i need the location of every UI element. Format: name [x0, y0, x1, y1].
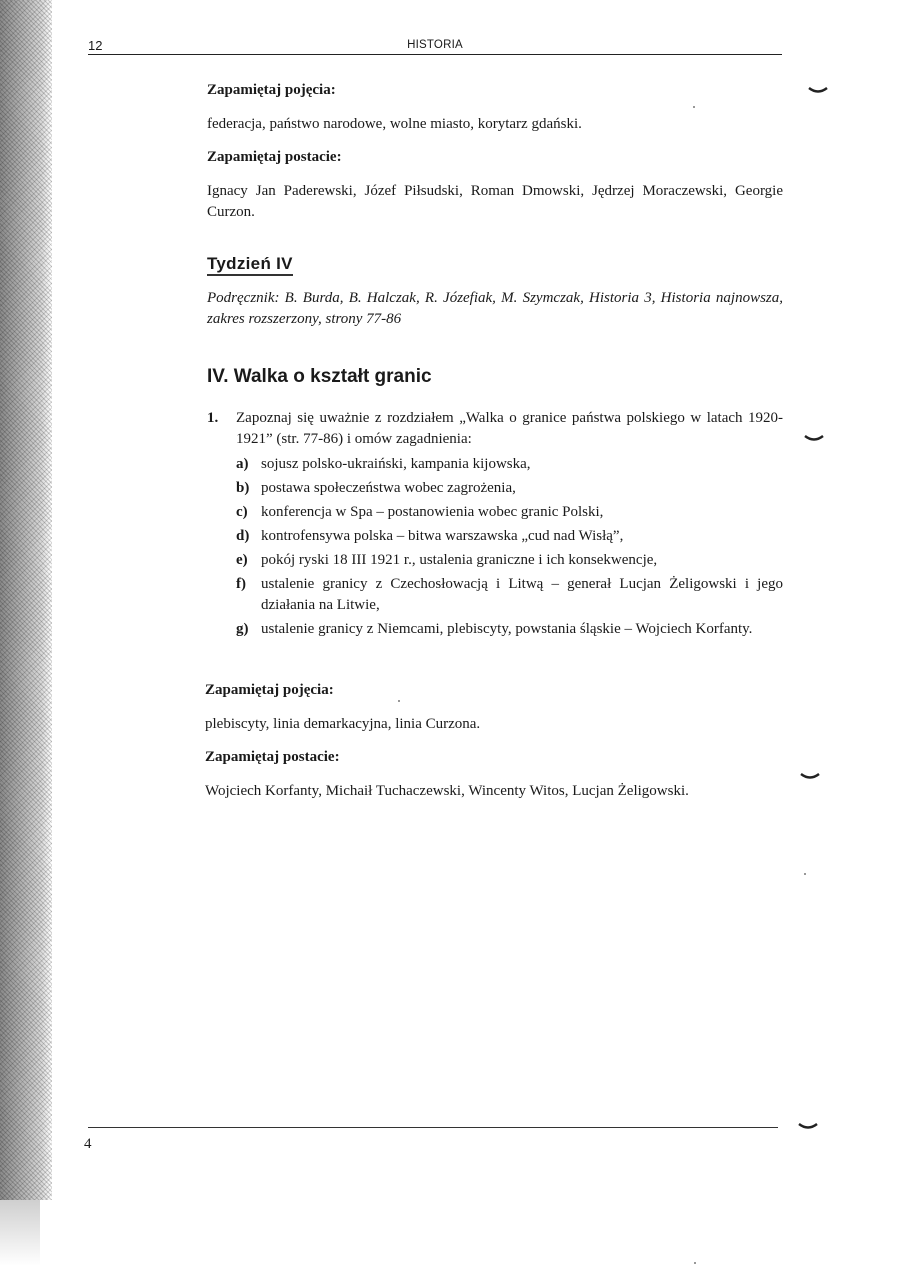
subitem-letter: e)	[236, 552, 248, 568]
subitem-text: ustalenie granicy z Niemcami, plebiscyty, powstania śląskie – Wojciech Korfanty.	[261, 621, 753, 637]
task-text: Zapoznaj się uważnie z rozdziałem „Walka o granice państwa polskiego w latach 1920-1921” (str. 77-86) i omów zagadnienia:	[236, 410, 783, 447]
scan-speck	[694, 1262, 696, 1264]
binding-mark-icon	[808, 86, 828, 96]
scan-speck	[398, 700, 400, 702]
header-title: HISTORIA	[407, 39, 463, 51]
subitem-letter: d)	[236, 528, 250, 544]
subitem-text: konferencja w Spa – postanowienia wobec granic Polski,	[261, 504, 604, 520]
concepts-text-1: federacja, państwo narodowe, wolne miasto, korytarz gdański.	[207, 116, 582, 132]
header-page-number: 12	[88, 38, 103, 53]
scanned-binding-edge	[0, 0, 52, 1200]
task-subitem	[236, 574, 783, 616]
subitem-text: postawa społeczeństwa wobec zagrożenia,	[261, 480, 516, 496]
chapter-title: IV. Walka o kształt granic	[207, 366, 432, 387]
scan-speck	[804, 873, 806, 875]
binding-mark-icon	[800, 772, 820, 782]
concepts-heading-2: Zapamiętaj pojęcia:	[205, 682, 334, 698]
people-heading-2: Zapamiętaj postacie:	[205, 749, 340, 765]
people-text-1: Ignacy Jan Paderewski, Józef Piłsudski, Roman Dmowski, Jędrzej Moraczewski, Georgie Curzon.	[207, 183, 783, 220]
subitem-letter: g)	[236, 621, 249, 637]
main-content	[207, 80, 783, 644]
subitem-text: pokój ryski 18 III 1921 r., ustalenia graniczne i ich konsekwencje,	[261, 552, 658, 568]
subitem-text: sojusz polsko-ukraiński, kampania kijowska,	[261, 456, 531, 472]
summary-content	[205, 680, 785, 814]
task-subitem	[236, 550, 783, 571]
subitem-letter: f)	[236, 576, 246, 592]
binding-mark-icon	[804, 434, 824, 444]
task-number: 1.	[207, 410, 219, 426]
week-title: Tydzień IV	[207, 253, 293, 276]
subitem-text: ustalenie granicy z Czechosłowacją i Litwą – generał Lucjan Żeligowski i jego działania na Litwie,	[261, 576, 783, 613]
subitem-letter: a)	[236, 456, 249, 472]
footer-page-number: 4	[84, 1136, 92, 1152]
task-subitem	[236, 478, 783, 499]
task-subitem	[236, 619, 783, 640]
task-subitems	[236, 454, 783, 640]
scan-speck	[693, 106, 695, 108]
people-text-2: Wojciech Korfanty, Michaił Tuchaczewski, Wincenty Witos, Lucjan Żeligowski.	[205, 783, 689, 799]
concepts-text-2: plebiscyty, linia demarkacyjna, linia Curzona.	[205, 716, 481, 732]
footer-rule	[88, 1127, 778, 1128]
binding-mark-icon	[798, 1122, 818, 1132]
task-1	[207, 408, 783, 640]
concepts-heading-1: Zapamiętaj pojęcia:	[207, 82, 336, 98]
subitem-letter: b)	[236, 480, 250, 496]
people-heading-1: Zapamiętaj postacie:	[207, 149, 342, 165]
task-subitem	[236, 454, 783, 475]
textbook-reference: Podręcznik: B. Burda, B. Halczak, R. Józefiak, M. Szymczak, Historia 3, Historia najnowsza, zakres rozszerzony, strony 77-86	[207, 290, 783, 327]
task-subitem	[236, 526, 783, 547]
subitem-letter: c)	[236, 504, 248, 520]
page-header	[88, 38, 782, 55]
subitem-text: kontrofensywa polska – bitwa warszawska „cud nad Wisłą”,	[261, 528, 624, 544]
task-subitem	[236, 502, 783, 523]
